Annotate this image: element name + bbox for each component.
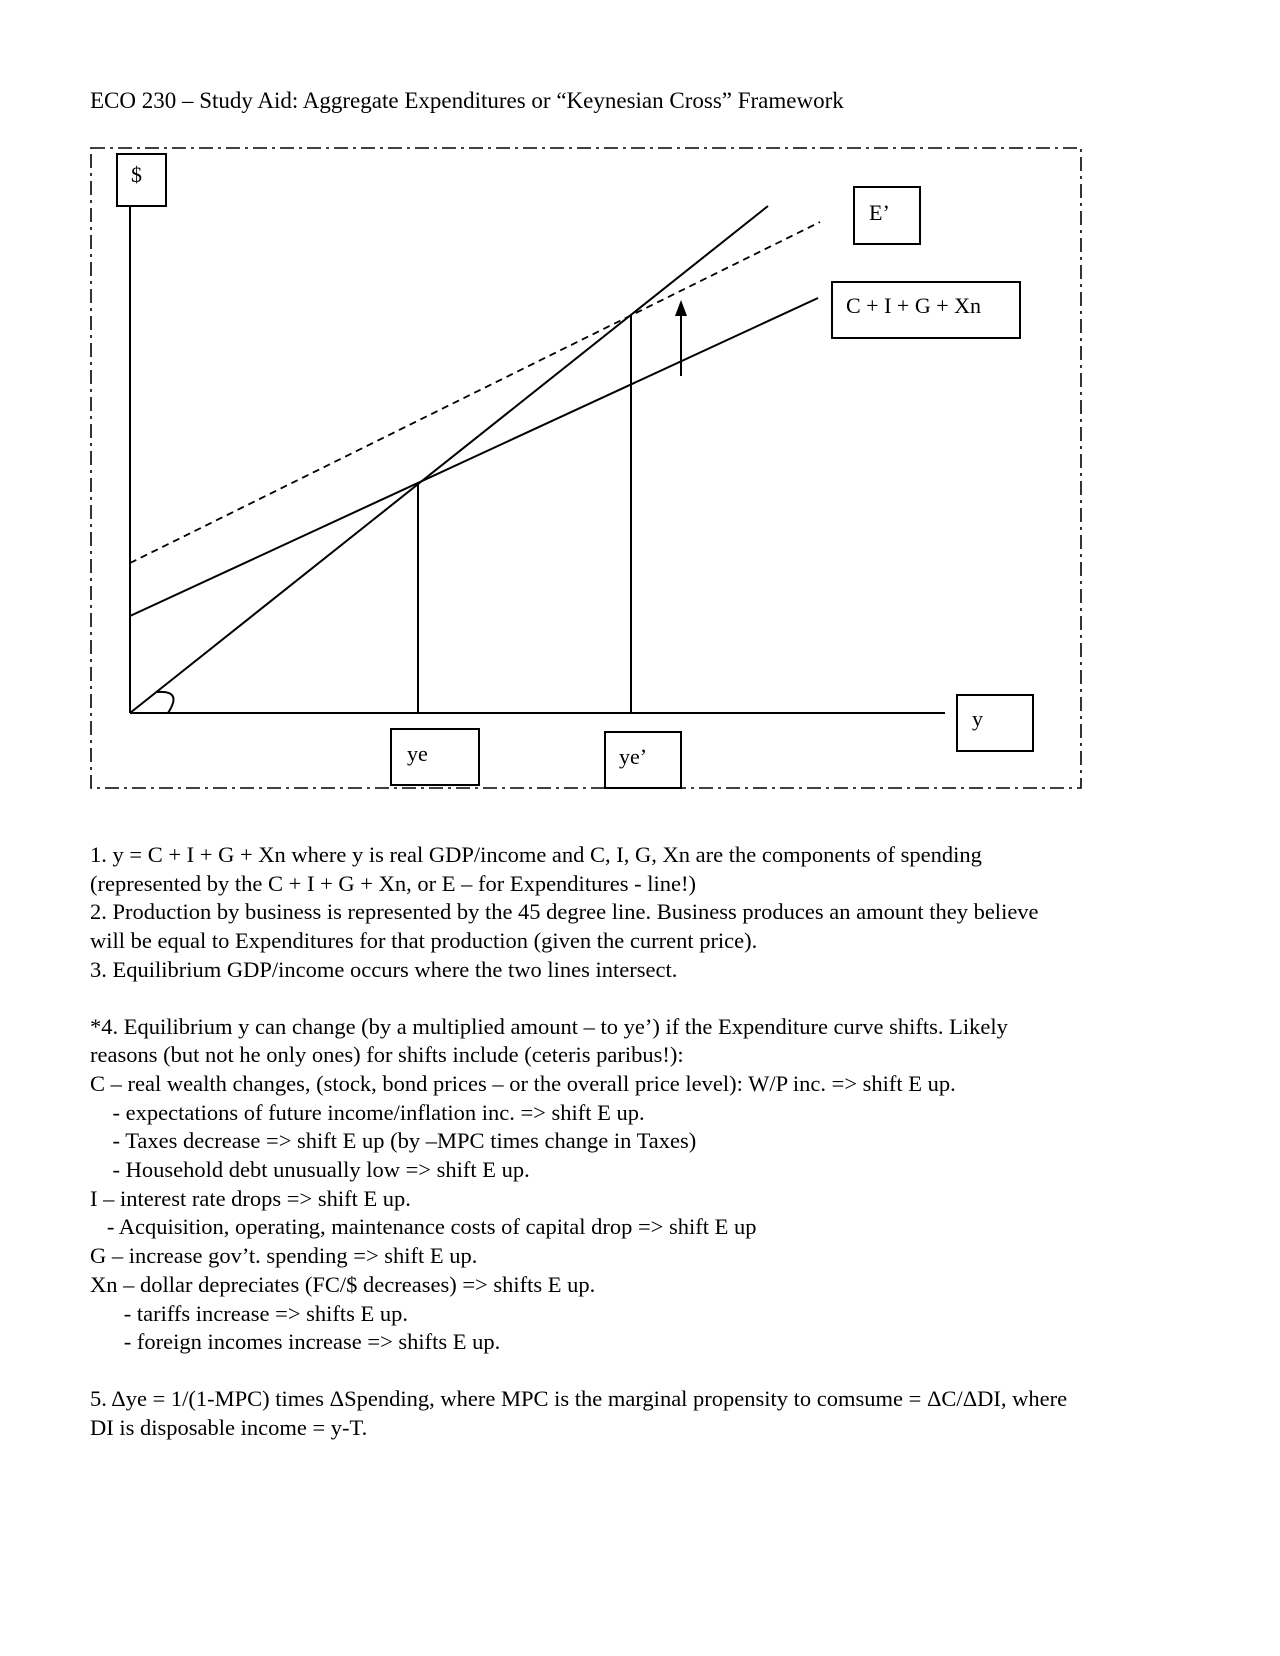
point5-line: DI is disposable income = y-T.	[90, 1414, 368, 1440]
point-line: 2. Production by business is represented by the 45 degree line. Business produces an amount they believe	[90, 899, 1039, 925]
y-axis-label: $	[131, 162, 142, 187]
point4-line: - Acquisition, operating, maintenance costs of capital drop => shift E up	[90, 1214, 757, 1240]
point4-line: - Household debt unusually low => shift E up.	[90, 1157, 530, 1183]
shift-arrow-head	[675, 300, 687, 316]
point4-line: - Taxes decrease => shift E up (by –MPC times change in Taxes)	[90, 1128, 697, 1154]
equilibrium-label-box	[391, 729, 479, 785]
point4-line: reasons (but not he only ones) for shifts include (ceteris paribus!):	[90, 1042, 684, 1068]
x-axis-label-box	[957, 695, 1033, 751]
point5-line: 5. Δye = 1/(1-MPC) times ΔSpending, where MPC is the marginal propensity to comsume = ΔC/ΔDI, where	[90, 1385, 1068, 1411]
study-notes	[90, 841, 1230, 1442]
point-line: 3. Equilibrium GDP/income occurs where the two lines intersect.	[90, 956, 678, 982]
expenditure-line	[130, 298, 818, 616]
shifted-expenditure-line	[130, 222, 820, 563]
paragraph-gap	[90, 1357, 1230, 1385]
point4-line: I – interest rate drops => shift E up.	[90, 1185, 411, 1211]
x-axis-label: y	[972, 706, 983, 731]
point4-line: - foreign incomes increase => shifts E up.	[90, 1329, 501, 1355]
point-line: will be equal to Expenditures for that production (given the current price).	[90, 928, 758, 954]
equilibrium-label: ye	[407, 741, 428, 766]
point4-line: Xn – dollar depreciates (FC/$ decreases) => shifts E up.	[90, 1271, 596, 1297]
point4-line: G – increase gov’t. spending => shift E up.	[90, 1243, 478, 1269]
diagram-frame	[91, 148, 1081, 788]
angle-mark	[157, 692, 173, 713]
point-line: (represented by the C + I + G + Xn, or E – for Expenditures - line!)	[90, 870, 697, 896]
shifted-curve-label: E’	[869, 200, 890, 225]
keynesian-cross-diagram	[0, 0, 1280, 800]
expenditure-curve-label: C + I + G + Xn	[846, 293, 981, 318]
page-title: ECO 230 – Study Aid: Aggregate Expenditures or “Keynesian Cross” Framework	[90, 88, 844, 113]
point4-line: - expectations of future income/inflation inc. => shift E up.	[90, 1099, 645, 1125]
point-line: 1. y = C + I + G + Xn where y is real GDP/income and C, I, G, Xn are the components of spending	[90, 842, 982, 867]
new-equilibrium-label: ye’	[619, 744, 648, 769]
point4-line: - tariffs increase => shifts E up.	[90, 1300, 409, 1326]
paragraph-gap	[90, 985, 1230, 1013]
point4-line: C – real wealth changes, (stock, bond prices – or the overall price level): W/P inc. => shift E up.	[90, 1070, 956, 1096]
point4-line: *4. Equilibrium y can change (by a multiplied amount – to ye’) if the Expenditure curve shifts. Likely	[90, 1013, 1008, 1039]
diagram-canvas	[0, 0, 1280, 800]
forty-five-degree-line	[130, 206, 768, 713]
